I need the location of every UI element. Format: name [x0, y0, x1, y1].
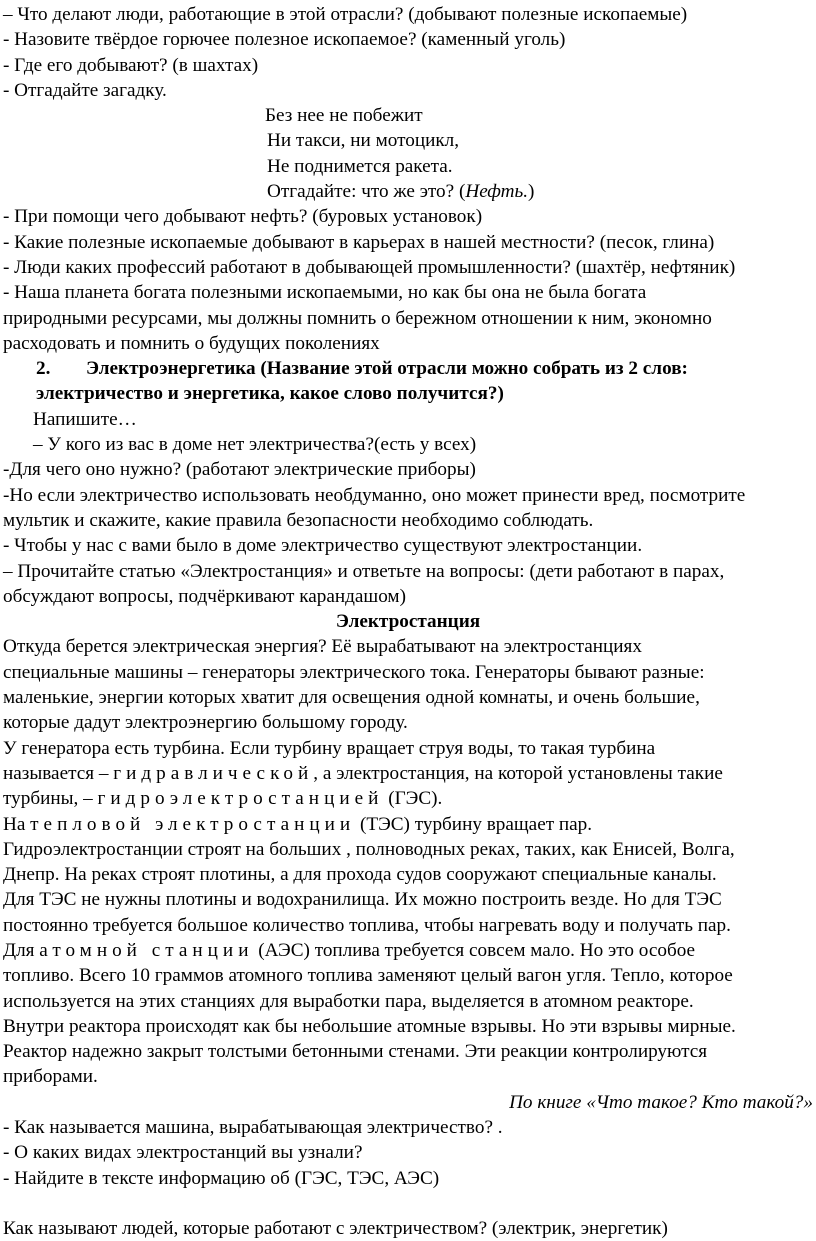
spaced-term: тепловой электростанции — [30, 813, 356, 835]
spacer — [3, 1191, 816, 1216]
text-line: природными ресурсами, мы должны помнить о бережном отношении к ним, экономно — [3, 307, 712, 329]
article-line: специальные машины – генераторы электрического тока. Генераторы бывают разные: — [3, 661, 705, 683]
section-number: 2. — [36, 358, 51, 380]
article-line: используется на этих станциях для выработки пара, выделяется в атомном реакторе. — [3, 990, 694, 1012]
section-heading-cont — [3, 381, 816, 406]
text-line: Напишите… — [33, 408, 137, 430]
text-line: - Отгадайте загадку. — [3, 79, 167, 101]
article-line: Внутри реактора происходят как бы небольшие атомные взрывы. Но эти взрывы мирные. — [3, 1015, 736, 1037]
poem-text: ) — [528, 181, 535, 203]
text-line: – Что делают люди, работающие в этой отрасли? (добывают полезные ископаемые) — [3, 4, 688, 25]
article-line: маленькие, энергии которых хватит для освещения одной комнаты, и очень большие, — [3, 687, 700, 709]
article-line: У генератора есть турбина. Если турбину вращает струя воды, то такая турбина — [3, 737, 656, 759]
text-line: - Наша планета богата полезными ископаемыми, но как бы она не была богата — [3, 282, 647, 304]
article-line: топливо. Всего 10 граммов атомного топлива заменяют целый вагон угля. Тепло, которое — [3, 965, 733, 987]
section-heading — [3, 356, 816, 381]
question-line: Как называют людей, которые работают с электричеством? (электрик, энергетик) — [3, 1217, 668, 1239]
text-line: - Где его добывают? (в шахтах) — [3, 54, 259, 76]
spaced-term: гидравлической — [113, 762, 314, 784]
poem-line — [3, 179, 816, 204]
question-line: - О каких видах электростанций вы узнали? — [3, 1142, 363, 1164]
article-line: Гидроэлектростанции строят на больших , полноводных реках, таких, как Енисей, Волга, — [3, 838, 735, 860]
article-text: , а электростанция, на которой установлены такие — [313, 762, 723, 784]
poem-line: Не поднимется ракета. — [267, 155, 453, 177]
article-line: которые дадут электроэнергию большому городу. — [3, 712, 408, 734]
spaced-term: гидроэлектростанцией — [97, 788, 384, 810]
article-text: (АЭС) топлива требуется совсем мало. Но это особое — [253, 939, 696, 961]
article-line: Реактор надежно закрыт толстыми бетонными стенами. Эти реакции контролируются — [3, 1041, 708, 1063]
riddle-poem — [3, 103, 816, 204]
article-line — [3, 786, 816, 811]
text-line: расходовать и помнить о будущих поколениях — [3, 332, 380, 354]
article-text: называется – — [3, 762, 114, 784]
article-text: Для — [3, 939, 40, 961]
text-line: - Чтобы у нас с вами было в доме электричество существуют электростанции. — [3, 535, 643, 557]
article-line: Откуда берется электрическая энергия? Её вырабатывают на электростанциях — [3, 636, 642, 658]
question-line: - Как называется машина, вырабатывающая электричество? . — [3, 1117, 503, 1139]
article-line: Днепр. На реках строят плотины, а для прохода судов сооружают специальные каналы. — [3, 864, 717, 886]
article-line — [3, 938, 816, 963]
text-line: мультик и скажите, какие правила безопасности необходимо соблюдать. — [3, 509, 594, 531]
text-line: -Для чего оно нужно? (работают электрические приборы) — [3, 459, 476, 481]
question-line: - Найдите в тексте информацию об (ГЭС, ТЭС, АЭС) — [3, 1167, 440, 1189]
text-line: - При помощи чего добывают нефть? (буровых установок) — [3, 206, 483, 228]
text-line: - Назовите твёрдое горючее полезное ископаемое? (каменный уголь) — [3, 29, 566, 51]
text-line: – У кого из вас в доме нет электричества?(есть у всех) — [33, 434, 477, 456]
article-line: постоянно требуется большое количество топлива, чтобы нагревать воду и получать пар. — [3, 914, 731, 936]
text-line: -Но если электричество использовать необдуманно, оно может принести вред, посмотрите — [3, 484, 746, 506]
article-line: приборами. — [3, 1066, 98, 1088]
poem-text: Отгадайте: что же это? ( — [267, 181, 466, 203]
source-citation: По книге «Что такое? Кто такой?» — [509, 1091, 813, 1113]
article-text: На — [3, 813, 31, 835]
article-line — [3, 761, 816, 786]
article-text: турбины, – — [3, 788, 98, 810]
article-text: (ТЭС) турбину вращает пар. — [355, 813, 593, 835]
section-heading-text: электричество и энергетика, какое слово получится?) — [36, 383, 504, 405]
text-line: - Люди каких профессий работают в добывающей промышленности? (шахтёр, нефтяник) — [3, 256, 736, 278]
article-line: Для ТЭС не нужны плотины и водохранилища. Их можно построить везде. Но для ТЭС — [3, 889, 722, 911]
article-title: Электростанция — [335, 611, 481, 633]
article-line — [3, 812, 816, 837]
spaced-term: атомной станции — [39, 939, 254, 961]
text-line: обсуждают вопросы, подчёркивают карандашом) — [3, 585, 406, 607]
poem-line: Ни такси, ни мотоцикл, — [267, 130, 460, 152]
poem-line: Без нее не побежит — [265, 105, 423, 127]
section-heading-text: Электроэнергетика (Название этой отрасли можно собрать из 2 слов: — [86, 358, 688, 380]
riddle-answer: Нефть. — [465, 181, 529, 203]
text-line: – Прочитайте статью «Электростанция» и ответьте на вопросы: (дети работают в парах, — [3, 560, 725, 582]
article-text: (ГЭС). — [383, 788, 443, 810]
text-line: - Какие полезные ископаемые добывают в карьерах в нашей местности? (песок, глина) — [3, 231, 715, 253]
